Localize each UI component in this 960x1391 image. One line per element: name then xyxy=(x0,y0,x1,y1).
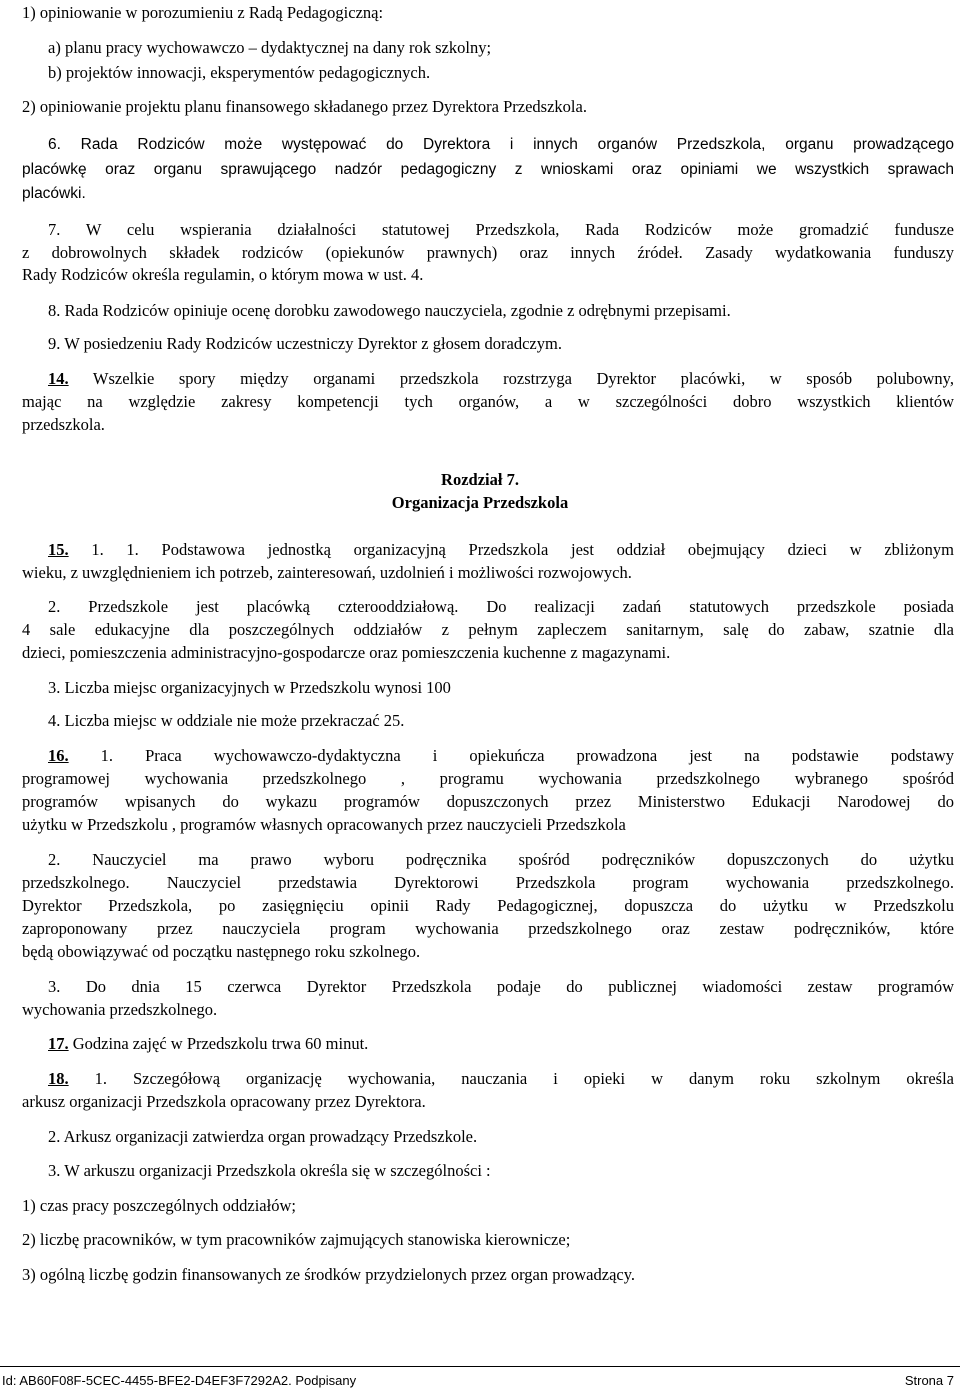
paragraph-line: placówkę oraz organu sprawującego nadzór pedagogiczny z wnioskami oraz opiniami we wszystkich sprawach xyxy=(22,161,954,178)
paragraph-line xyxy=(48,369,954,389)
paragraph-line: przedszkolnego. Nauczyciel przedstawia Dyrektorowi Przedszkola program wychowania przedszkolnego. xyxy=(22,873,954,892)
paragraph-line: placówki. xyxy=(22,185,86,202)
section-number: 15. xyxy=(48,540,69,559)
paragraph-line: 2. Nauczyciel ma prawo wyboru podręcznika spośród podręczników dopuszczonych do użytku xyxy=(48,850,954,869)
paragraph-line: 8. Rada Rodziców opiniuje ocenę dorobku zawodowego nauczyciela, zgodnie z odrębnymi przepisami. xyxy=(48,301,731,320)
list-item: 2) liczbę pracowników, w tym pracowników zajmujących stanowiska kierownicze; xyxy=(22,1230,571,1249)
paragraph-line: dzieci, pomieszczenia administracyjno-gospodarcze oraz pomieszczenia kuchenne z magazynami. xyxy=(22,643,671,662)
paragraph-line: mając na względzie zakresy kompetencji tych organów, a w szczególności dobro wszystkich klientów xyxy=(22,392,954,411)
list-item: 1) czas pracy poszczególnych oddziałów; xyxy=(22,1196,296,1215)
paragraph-line: 3. Liczba miejsc organizacyjnych w Przedszkolu wynosi 100 xyxy=(48,678,451,697)
list-item: a) planu pracy wychowawczo – dydaktycznej na dany rok szkolny; xyxy=(48,38,492,57)
footer-page-number: Strona 7 xyxy=(904,1373,954,1388)
paragraph-line xyxy=(48,746,954,766)
footer-document-id: Id: AB60F08F-5CEC-4455-BFE2-D4EF3F7292A2. Podpisany xyxy=(2,1373,357,1388)
list-item: b) projektów innowacji, eksperymentów pedagogicznych. xyxy=(48,63,431,82)
paragraph-line: 3. W arkuszu organizacji Przedszkola określa się w szczególności : xyxy=(48,1161,491,1180)
list-item: 3) ogólną liczbę godzin finansowanych ze środków przydzielonych przez organ prowadzący. xyxy=(22,1265,636,1284)
footer-divider xyxy=(0,1366,960,1367)
paragraph-line: wychowania przedszkolnego. xyxy=(22,1000,218,1019)
paragraph-line: 4. Liczba miejsc w oddziale nie może przekraczać 25. xyxy=(48,711,405,730)
paragraph-text: 1. Szczegółową organizację wychowania, nauczania i opieki w danym roku szkolnym określa xyxy=(68,1069,954,1088)
paragraph-line: wieku, z uwzględnieniem ich potrzeb, zainteresowań, uzdolnień i możliwości rozwojowych. xyxy=(22,563,632,582)
paragraph-line: będą obowiązywać od początku następnego roku szkolnego. xyxy=(22,942,421,961)
paragraph-line xyxy=(48,540,954,560)
paragraph-line: 4 sale edukacyjne dla poszczególnych oddziałów z pełnym zapleczem sanitarnym, salę do zabaw, szatnie dla xyxy=(22,620,954,639)
paragraph-line xyxy=(48,1069,954,1089)
paragraph-line: programów wpisanych do wykazu programów dopuszczonych przez Ministerstwo Edukacji Narodowej do xyxy=(22,792,954,811)
paragraph-text: Godzina zajęć w Przedszkolu trwa 60 minut. xyxy=(68,1034,369,1053)
paragraph-line: z dobrowolnych składek rodziców (opiekunów prawnych) oraz innych źródeł. Zasady wydatkowania funduszy xyxy=(22,243,954,262)
paragraph-line: 3. Do dnia 15 czerwca Dyrektor Przedszkola podaje do publicznej wiadomości zestaw programów xyxy=(48,977,954,996)
paragraph-line: 2. Przedszkole jest placówką czterooddziałową. Do realizacji zadań statutowych przedszkole posiada xyxy=(48,597,954,616)
section-number: 16. xyxy=(48,746,69,765)
paragraph-line: 6. Rada Rodziców może występować do Dyrektora i innych organów Przedszkola, organu prowadzącego xyxy=(48,136,954,153)
paragraph-line: programowej wychowania przedszkolnego , programu wychowania przedszkolnego wybranego spośród xyxy=(22,769,954,788)
section-number: 17. xyxy=(48,1034,69,1053)
paragraph-line: 7. W celu wspierania działalności statutowej Przedszkola, Rada Rodziców może gromadzić fundusze xyxy=(48,220,954,239)
paragraph-line: przedszkola. xyxy=(22,415,105,434)
paragraph-line xyxy=(48,1034,954,1054)
chapter-number: Rozdział 7. xyxy=(441,470,519,489)
paragraph-text: 1. 1. Podstawowa jednostką organizacyjną Przedszkola jest oddział obejmujący dzieci w zbliżonym xyxy=(68,540,954,559)
paragraph-line: arkusz organizacji Przedszkola opracowany przez Dyrektora. xyxy=(22,1092,426,1111)
paragraph-line: zaproponowany przez nauczyciela program wychowania przedszkolnego oraz zestaw podręczników, które xyxy=(22,919,954,938)
list-item: 2) opiniowanie projektu planu finansowego składanego przez Dyrektora Przedszkola. xyxy=(22,97,587,116)
paragraph-text: 1. Praca wychowawczo-dydaktyczna i opiekuńcza prowadzona jest na podstawie podstawy xyxy=(68,746,954,765)
paragraph-line: użytku w Przedszkolu , programów własnych opracowanych przez nauczycieli Przedszkola xyxy=(22,815,626,834)
paragraph-line: Dyrektor Przedszkola, po zasięgnięciu opinii Rady Pedagogicznej, dopuszcza do użytku w Przedszkolu xyxy=(22,896,954,915)
paragraph-text: Wszelkie spory między organami przedszkola rozstrzyga Dyrektor placówki, w sposób polubowny, xyxy=(68,369,954,388)
paragraph-line: 2. Arkusz organizacji zatwierdza organ prowadzący Przedszkole. xyxy=(48,1127,478,1146)
chapter-title: Organizacja Przedszkola xyxy=(391,493,569,512)
section-number: 18. xyxy=(48,1069,69,1088)
list-item: 1) opiniowanie w porozumieniu z Radą Pedagogiczną: xyxy=(22,3,384,22)
paragraph-line: 9. W posiedzeniu Rady Rodziców uczestniczy Dyrektor z głosem doradczym. xyxy=(48,334,562,353)
section-number: 14. xyxy=(48,369,69,388)
paragraph-line: Rady Rodziców określa regulamin, o którym mowa w ust. 4. xyxy=(22,265,424,284)
